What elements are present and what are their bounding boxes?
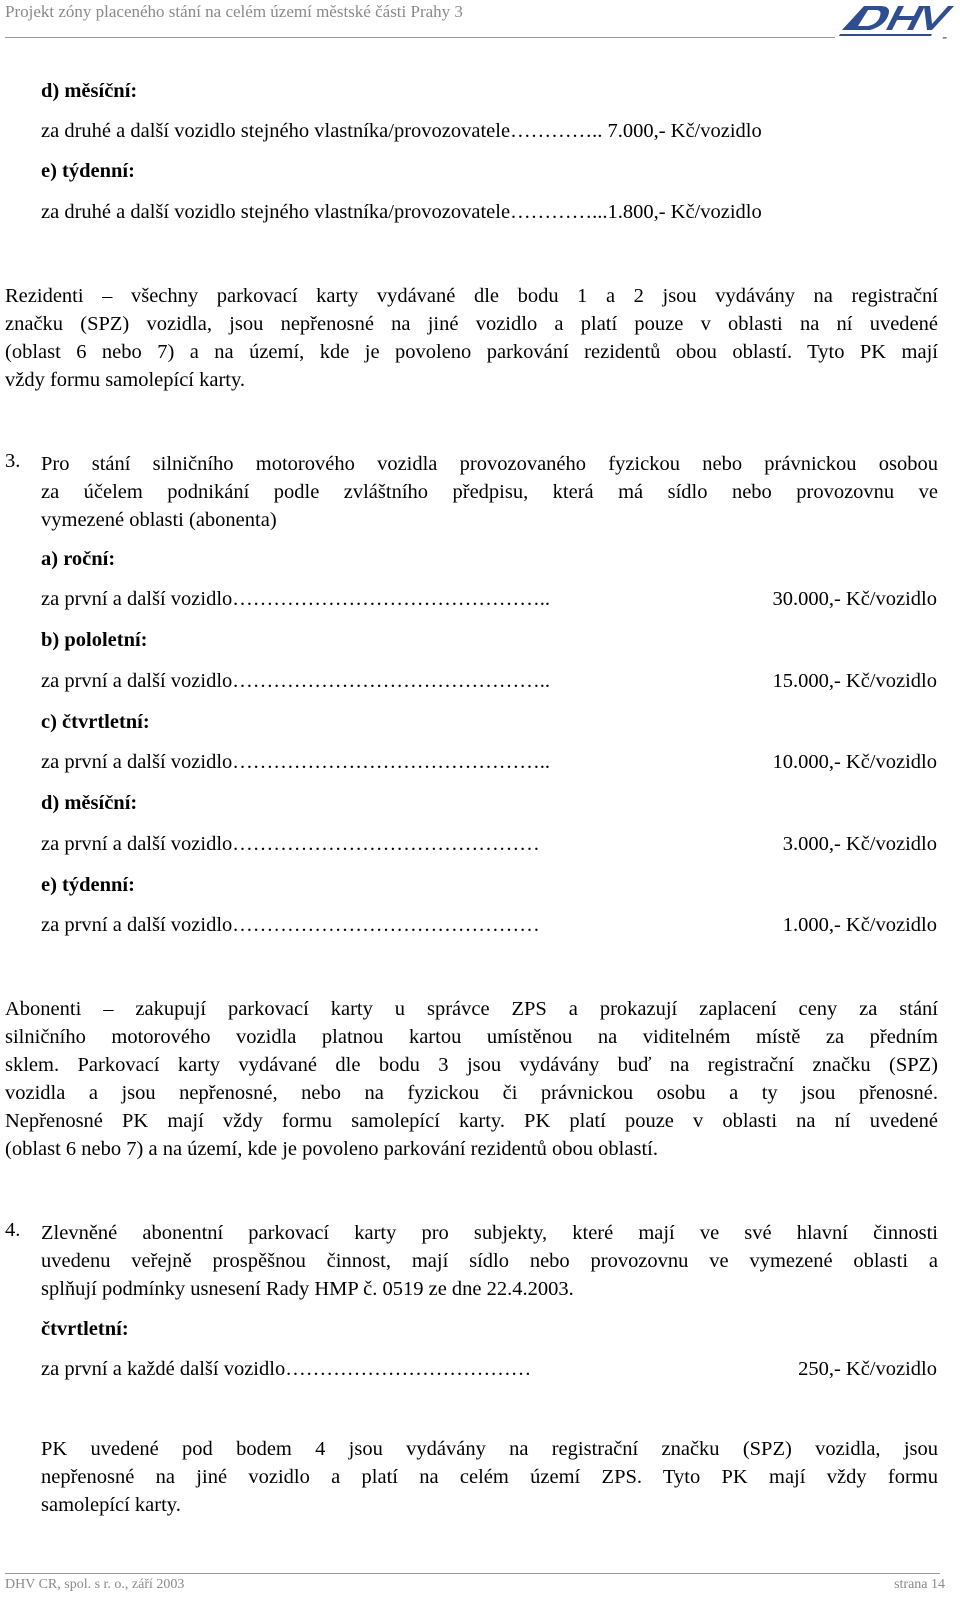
page-number: strana 14 — [894, 1577, 945, 1592]
paragraph-line: vozidla a jsou nepřenosné, nebo na fyzickou či právnickou osobu a ty jsou přenosné. — [5, 1082, 938, 1104]
item-text: za druhé a další vozidlo stejného vlastníka/provozovatele — [41, 120, 511, 142]
item-b-semiannual-label: b) pololetní: — [41, 629, 148, 651]
item-price: 30.000,- Kč/vozidlo — [772, 588, 937, 610]
item-text: za první a další vozidlo — [41, 833, 233, 855]
item-d-monthly-label: d) měsíční: — [41, 792, 138, 814]
item-dots: …………... — [510, 201, 608, 223]
item-a-annual-label: a) roční: — [41, 548, 116, 570]
footer-company: DHV CR, spol. s r. o., září 2003 — [5, 1577, 185, 1592]
item-dots: ……………………………………….. — [232, 751, 551, 773]
paragraph-line: sklem. Parkovací karty vydávané dle bodu 3 jsou vydávány buď na registrační značku (SPZ) — [5, 1054, 938, 1076]
paragraph-line: Zlevněné abonentní parkovací karty pro subjekty, které mají ve své hlavní činnosti — [41, 1222, 938, 1244]
page-footer — [0, 1573, 960, 1598]
paragraph-line: PK uvedené pod bodem 4 jsou vydávány na registrační značku (SPZ) vozidla, jsou — [41, 1438, 938, 1460]
section-3-intro — [41, 450, 938, 534]
item-dots: ……………………………………… — [232, 833, 540, 855]
item-price: 1.000,- Kč/vozidlo — [782, 914, 937, 936]
header-rule — [5, 37, 835, 38]
paragraph-line: značku (SPZ) vozidla, jsou nepřenosné na jiné vozidlo a platí pouze v oblasti na ní uvedené — [5, 313, 938, 335]
section-4-intro — [41, 1219, 938, 1303]
paragraph-line: samolepící karty. — [41, 1494, 181, 1516]
item-text: za první a další vozidlo — [41, 914, 233, 936]
item-e-weekly-label: e) týdenní: — [41, 874, 135, 896]
item-b-semiannual-price-line — [41, 670, 937, 693]
section-4-quarterly-price-line — [41, 1358, 937, 1381]
item-text: za první a další vozidlo — [41, 670, 233, 692]
section-4-number: 4. — [5, 1219, 21, 1241]
header-title: Projekt zóny placeného stání na celém území městské části Prahy 3 — [5, 2, 463, 21]
item-dots: ……………………………… — [285, 1358, 532, 1380]
item-a-annual-price-line — [41, 588, 937, 611]
item-text: za první a další vozidlo — [41, 588, 233, 610]
section-4-note — [41, 1435, 938, 1519]
subscribers-paragraph — [5, 995, 938, 1163]
paragraph-line: vždy formu samolepící karty. — [5, 369, 246, 391]
residents-paragraph — [5, 282, 938, 394]
item-text: za první a každé další vozidlo — [41, 1358, 286, 1380]
item-dots: ……………………………………….. — [232, 588, 551, 610]
item-price: 15.000,- Kč/vozidlo — [772, 670, 937, 692]
item-d-monthly-label: d) měsíční: — [41, 80, 138, 102]
paragraph-line: (oblast 6 nebo 7) a na území, kde je povoleno parkování rezidentů obou oblastí. — [5, 1138, 658, 1160]
item-e-weekly-price-line — [41, 201, 762, 224]
paragraph-line: nepřenosné na jiné vozidlo a platí na celém území ZPS. Tyto PK mají vždy formu — [41, 1466, 938, 1488]
dhv-logo — [836, 0, 956, 40]
item-e-weekly-price-line — [41, 914, 937, 937]
item-dots: ……………………………………… — [232, 914, 540, 936]
paragraph-line: Nepřenosné PK mají vždy formu samolepící karty. PK platí pouze v oblasti na ní uvedené — [5, 1110, 938, 1132]
item-price: 10.000,- Kč/vozidlo — [772, 751, 937, 773]
paragraph-line: uvedenu veřejně prospěšnou činnost, mají sídlo nebo provozovnu ve vymezené oblasti a — [41, 1250, 938, 1272]
header-dash: - — [942, 29, 948, 46]
item-price: 7.000,- Kč/vozidlo — [602, 120, 762, 142]
item-price: 250,- Kč/vozidlo — [798, 1358, 937, 1380]
section-3-number: 3. — [5, 450, 21, 472]
page-header — [0, 0, 960, 46]
paragraph-line: silničního motorového vozidla platnou kartou umístěnou na viditelném místě za předním — [5, 1026, 938, 1048]
item-e-weekly-label: e) týdenní: — [41, 160, 135, 182]
item-d-monthly-price-line — [41, 120, 762, 143]
paragraph-line: Abonenti – zakupují parkovací karty u správce ZPS a prokazují zaplacení ceny za stání — [5, 998, 938, 1020]
item-d-monthly-price-line — [41, 833, 937, 856]
item-c-quarterly-price-line — [41, 751, 937, 774]
item-dots: ……………………………………….. — [232, 670, 551, 692]
paragraph-line: Pro stání silničního motorového vozidla provozovaného fyzickou nebo právnickou osobou — [41, 453, 938, 475]
item-price: 3.000,- Kč/vozidlo — [782, 833, 937, 855]
section-4-quarterly-label: čtvrtletní: — [41, 1318, 129, 1340]
paragraph-line: Rezidenti – všechny parkovací karty vydávané dle bodu 1 a 2 jsou vydávány na registrační — [5, 285, 938, 307]
item-c-quarterly-label: c) čtvrtletní: — [41, 711, 150, 733]
paragraph-line: vymezené oblasti (abonenta) — [41, 509, 277, 531]
item-price: 1.800,- Kč/vozidlo — [607, 201, 762, 223]
svg-text:DHV: DHV — [896, 22, 899, 23]
footer-rule — [5, 1573, 940, 1574]
item-text: za první a další vozidlo — [41, 751, 233, 773]
paragraph-line: za účelem podnikání podle zvláštního předpisu, která má sídlo nebo provozovnu ve — [41, 481, 938, 503]
item-dots: ………….. — [510, 120, 603, 142]
paragraph-line: splňují podmínky usnesení Rady HMP č. 0519 ze dne 22.4.2003. — [41, 1278, 574, 1300]
item-text: za druhé a další vozidlo stejného vlastníka/provozovatele — [41, 201, 511, 223]
paragraph-line: (oblast 6 nebo 7) a na území, kde je povoleno parkování rezidentů obou oblastí. Tyto PK mají — [5, 341, 938, 363]
